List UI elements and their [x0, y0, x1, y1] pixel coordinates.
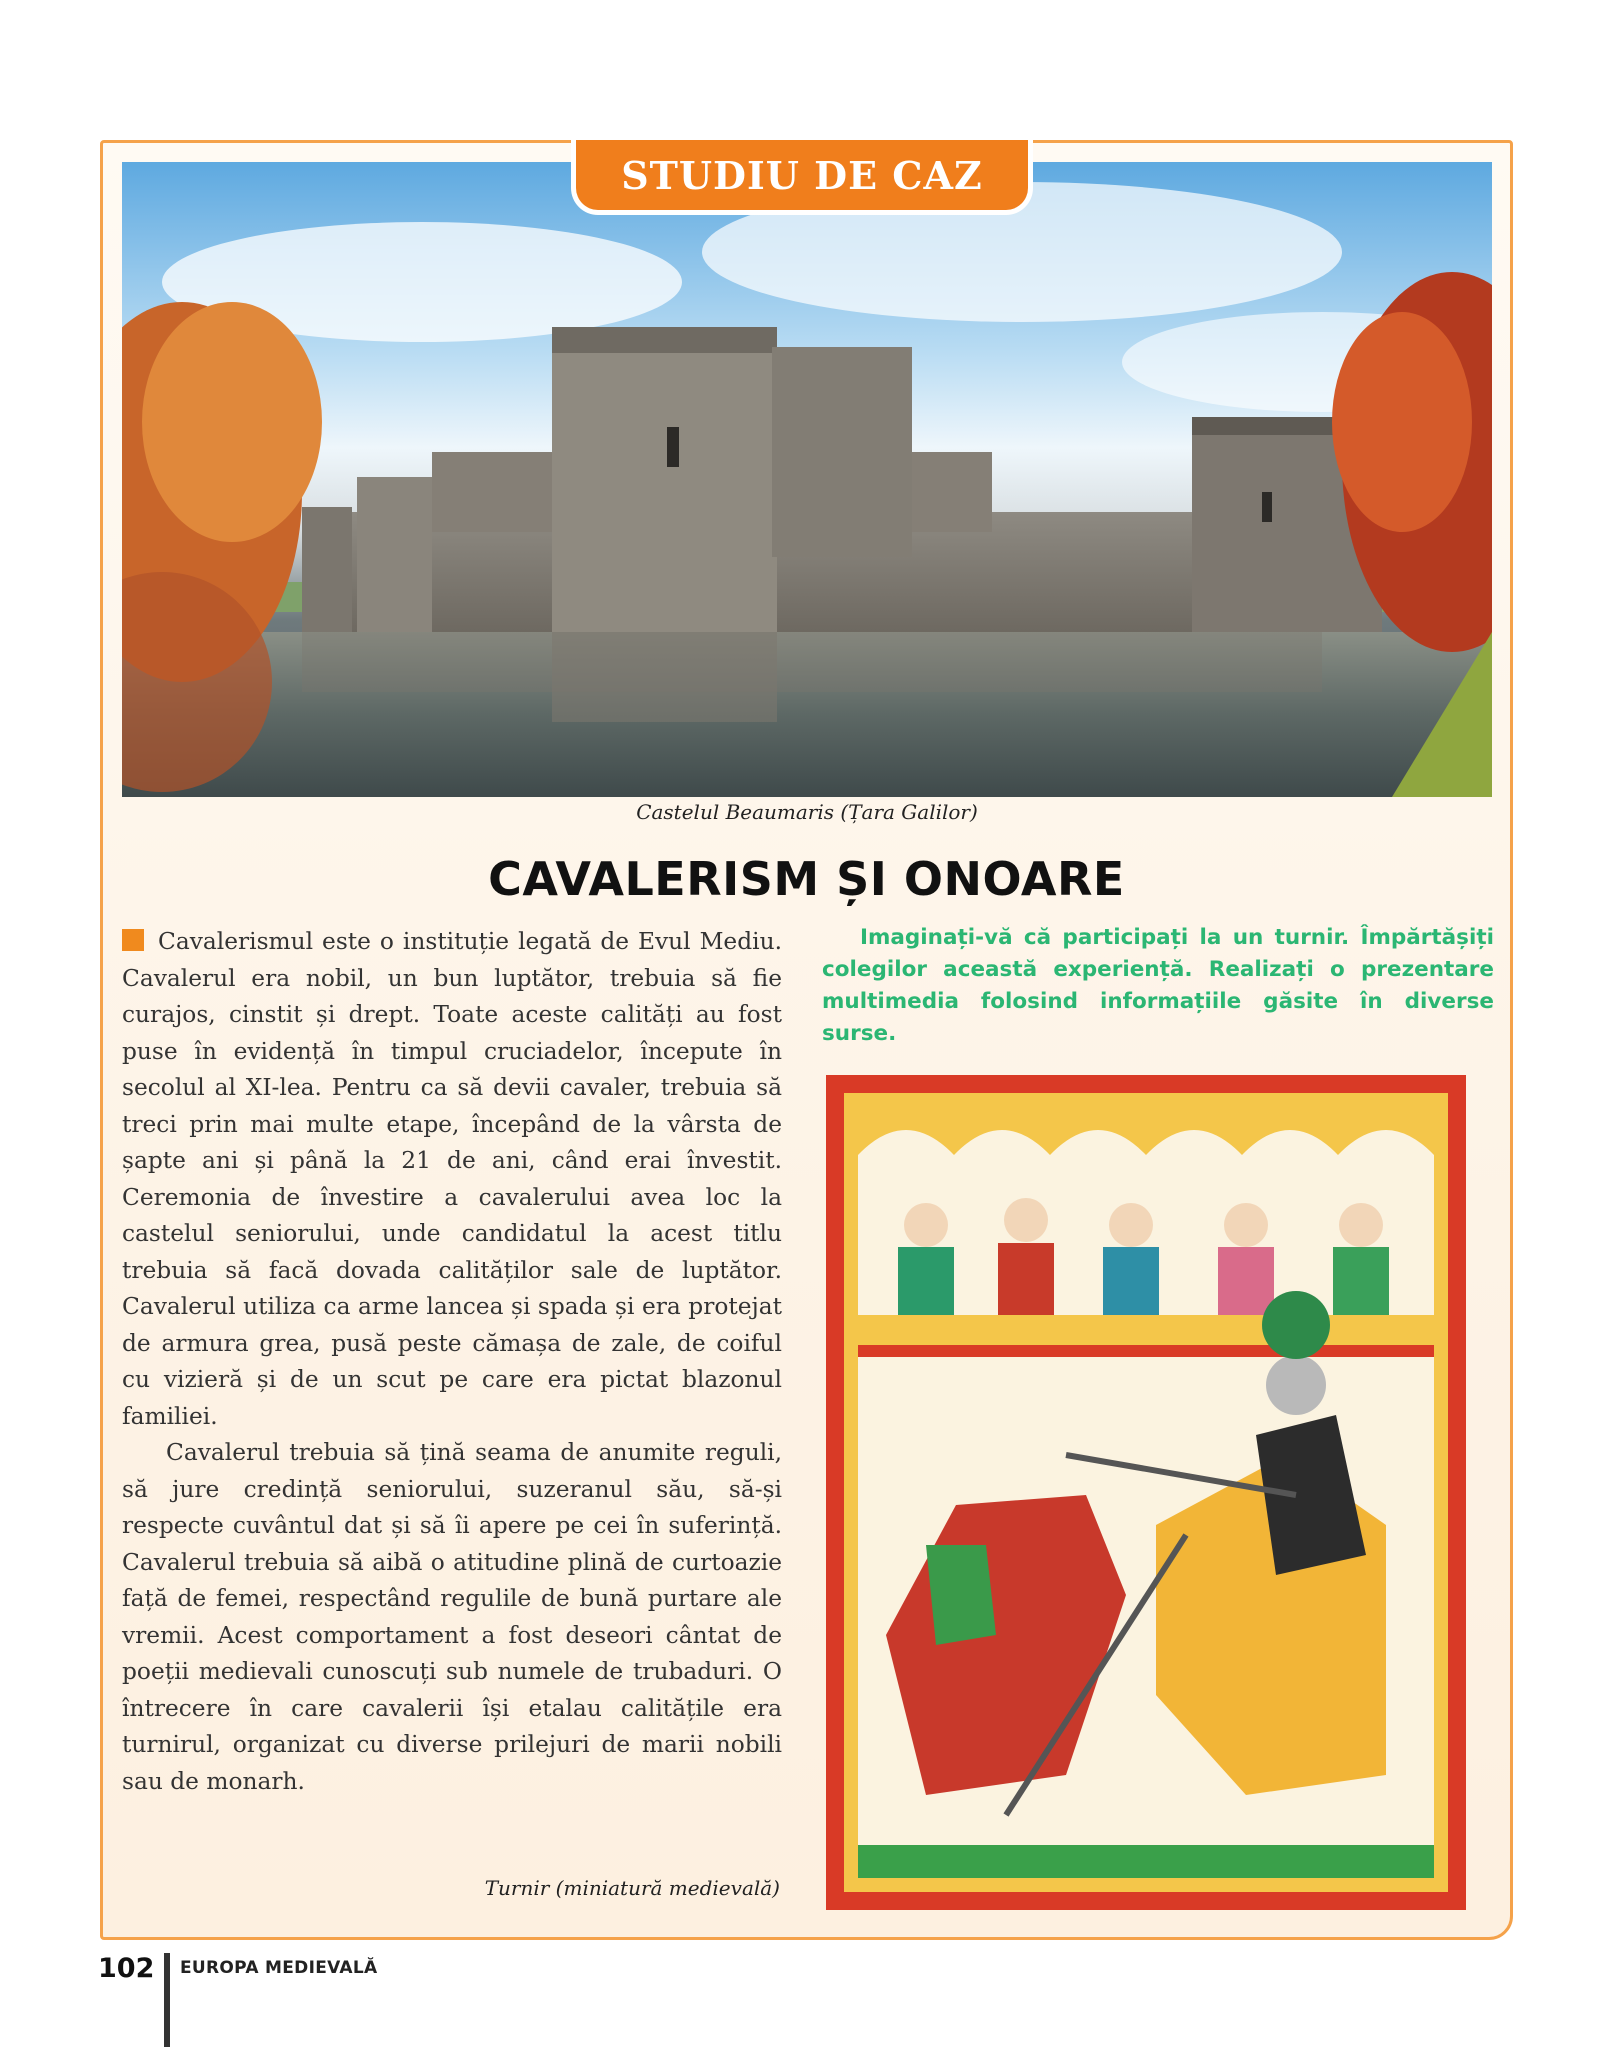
article-body	[122, 924, 782, 1800]
footer-divider	[164, 1953, 170, 2047]
section-title: EUROPA MEDIEVALĂ	[180, 1958, 378, 1978]
bullet-square-icon	[122, 929, 144, 951]
paragraph-2: Cavalerul trebuia să țină seama de anumite reguli, să jure credință seniorului, suzeranul său, să-și respecte cuvântul dat și să îi apere pe cei în suferință. Cavalerul trebuia să aibă o atitudine plină de curtoazie față de femei, respectând regulile de bună purtare ale vremii. Acest comportament a fost deseori cântat de poeții medievali cunoscuți sub numele de trubaduri. O întrecere în care cavalerii își etalau calitățile era turnirul, organizat cu diverse prilejuri de marii nobili sau de monarh.	[122, 1439, 782, 1795]
paragraph-1	[122, 924, 782, 1435]
castle-illustration	[122, 162, 1492, 797]
miniature-illustration	[826, 1075, 1466, 1910]
tournament-miniature	[826, 1075, 1466, 1910]
photo-caption: Castelul Beaumaris (Țara Galilor)	[636, 800, 978, 824]
page-number: 102	[98, 1953, 155, 1984]
case-study-label: STUDIU DE CAZ	[621, 152, 983, 198]
article-title: CAVALERISM ȘI ONOARE	[488, 852, 1125, 906]
activity-prompt: Imaginați-vă că participați la un turnir. Împărtășiți colegilor această experiență. Realizați o prezentare multimedia folosind informațiile găsite în diverse surse.	[822, 925, 1494, 1046]
miniature-caption: Turnir (miniatură medievală)	[484, 1876, 780, 1900]
castle-photo	[122, 162, 1492, 797]
paragraph-1-text: Cavalerismul este o instituție legată de Evul Mediu. Cavalerul era nobil, un bun luptător, trebuia să fie curajos, cinstit și drept. Toate aceste calități au fost puse în evidență în timpul cruciadelor, începute în secolul al XI-lea. Pentru ca să devii cavaler, trebuia să treci prin mai multe etape, începând de la vârsta de șapte ani și până la 21 de ani, când erai învestit. Ceremonia de învestire a cavalerului avea loc la castelul seniorului, unde candidatul la acest titlu trebuia să facă dovada calităților sale de luptător. Cavalerul utiliza ca arme lancea și spada și era protejat de armura grea, pusă peste cămașa de zale, de coiful cu vizieră și de un scut pe care era pictat blazonul familiei.	[122, 928, 782, 1430]
case-study-tab	[576, 140, 1028, 210]
